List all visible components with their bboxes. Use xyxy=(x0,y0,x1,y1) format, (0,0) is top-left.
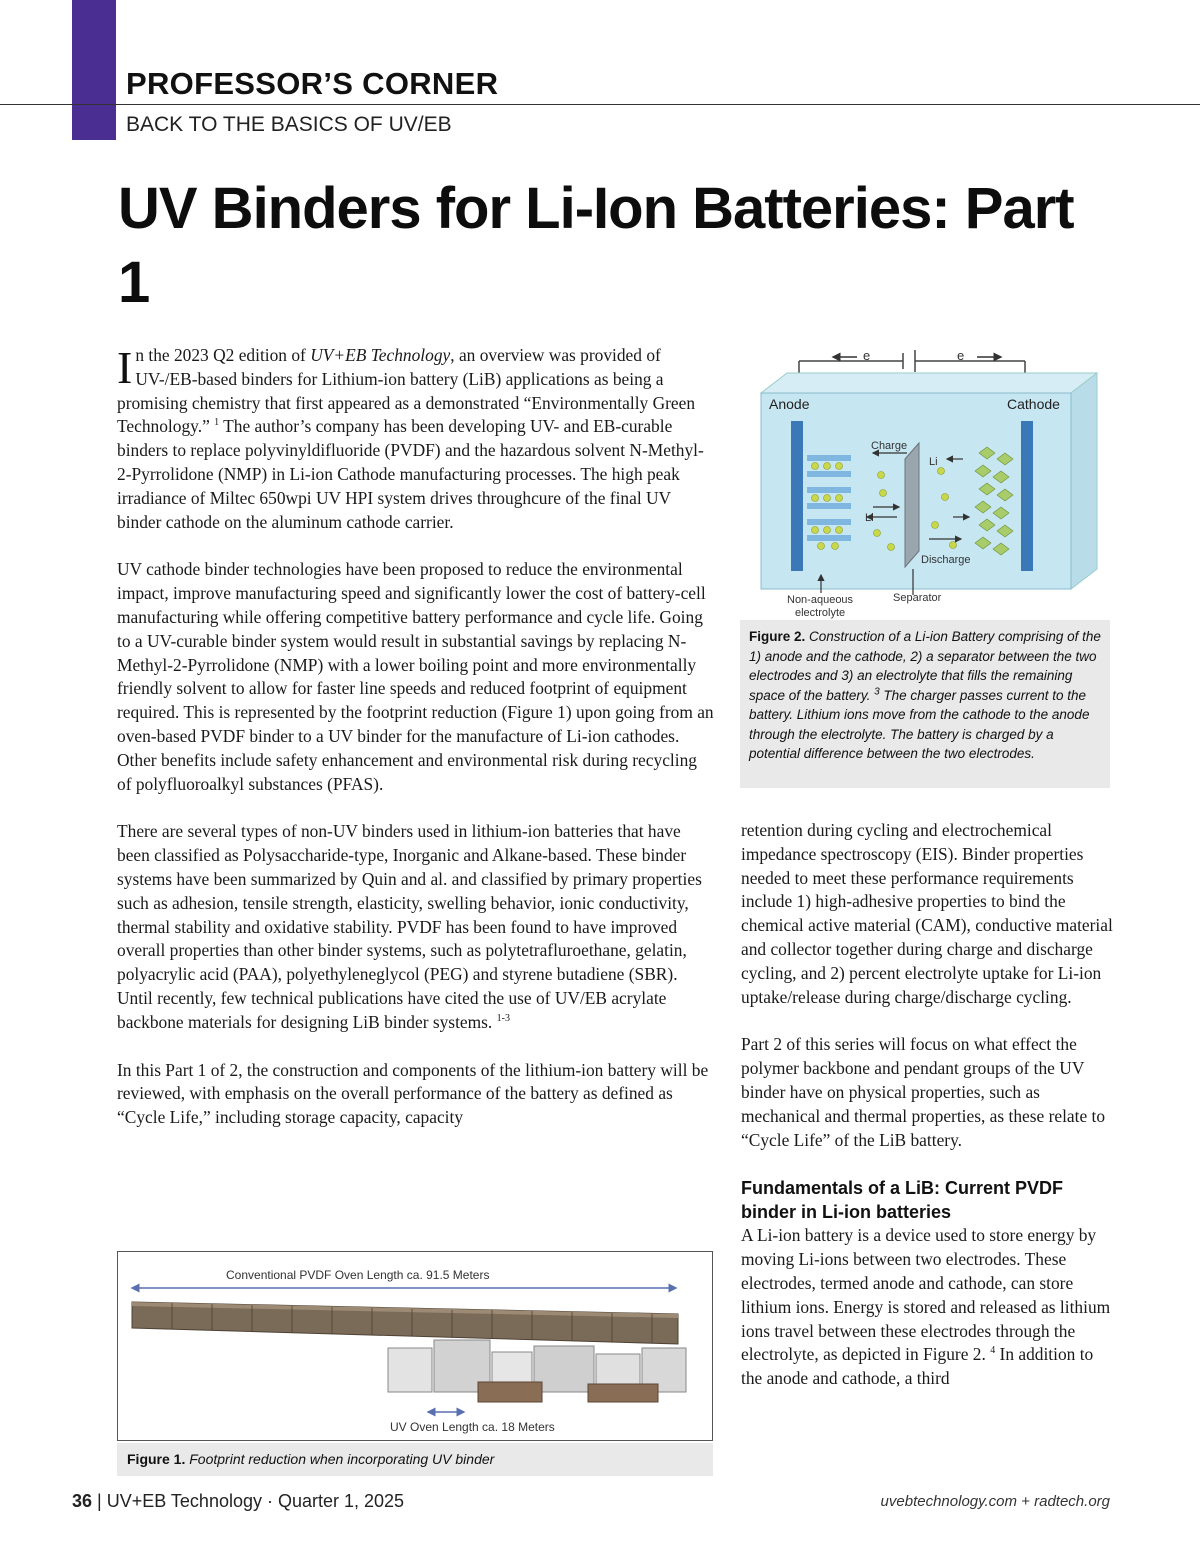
lithium-ion-label-upper: Li xyxy=(929,456,938,468)
publication-issue: UV+EB Technology · Quarter 1, 2025 xyxy=(106,1491,405,1511)
cathode-electrode xyxy=(1021,421,1033,571)
reference-marker: 1 xyxy=(214,417,220,429)
paragraph: UV cathode binder technologies have been proposed to reduce the environmental impact, improve manufacturing speed and significantly lower the cost of battery-cell manufacturing while offering competitive battery performance and cycle life. Going to a UV-curable binder system would result in substantial savings by replacing N-Methyl-2-Pyrrolidone (NMP) with a lower boiling point and more environmentally friendly solvent to allow for faster line speeds and reduced footprint of equipment required. This is represented by the footprint reduction (Figure 1) upon going from an oven-based PVDF binder to a UV binder for the manufacture of Li-ion cathodes. Other benefits include safety enhancement and environmental risk during recycling of polyfluoroalkyl substances (PFAS). xyxy=(117,559,714,794)
publication-name: UV+EB Technology xyxy=(310,345,451,365)
figure-1-caption-label: Figure 1. xyxy=(127,1451,186,1467)
drop-cap: I xyxy=(117,342,133,393)
page-number: 36 xyxy=(72,1491,93,1511)
article-column-right xyxy=(741,819,1113,1415)
article-column-left xyxy=(117,344,715,1154)
figure-2-caption-label: Figure 2. xyxy=(749,629,806,644)
electron-label-right: e xyxy=(957,348,965,363)
paragraph: Part 2 of this series will focus on what effect the polymer backbone and pendant groups of the UV binder have on physical properties, such as mechanical and thermal properties, as these relate to “Cycle Life” of the LiB battery. xyxy=(741,1034,1106,1150)
paragraph: In this Part 1 of 2, the construction and components of the lithium-ion battery will be reviewed, with emphasis on the overall performance of the battery as defined as “Cycle Life,” including storage capacity, capacity xyxy=(117,1059,709,1128)
uv-equipment xyxy=(388,1340,686,1402)
paragraph: A Li-ion battery is a device used to store energy by moving Li-ions between two electrodes. These electrodes, termed anode and cathode, can store lithium ions. Energy is stored and released as lithium ions travel between these electrodes through the electrolyte, as depicted in Figure 2. $^4$ In addition to the anode and cathode, a third xyxy=(741,1225,1111,1389)
pvdf-oven-length-label: Conventional PVDF Oven Length ca. 91.5 Meters xyxy=(226,1268,490,1282)
figure-2-caption: Figure 2. Construction of a Li-ion Battery comprising of the 1) anode and the cathode, 2) a separator between the two electrodes and 3) an electrolyte that fills the remaining space of the battery. $^3$ The charger passes current to the battery. Lithium ions move from the cathode to the anode through the electrolyte. The battery is charged by a potential difference between the two electrodes. xyxy=(740,620,1110,788)
charge-label-inner: Charge xyxy=(871,440,908,452)
reference-marker: 1-3 xyxy=(496,1012,510,1024)
reference-marker: 3 xyxy=(874,686,880,697)
electron-label-left: e xyxy=(863,348,871,363)
electrolyte-label-line2: electrolyte xyxy=(795,607,846,619)
reference-marker: 4 xyxy=(990,1345,996,1357)
electrolyte-label-line1: Non-aqueous xyxy=(787,594,854,606)
footer-websites: uvebtechnology.com + radtech.org xyxy=(880,1493,1110,1510)
lithium-ion-label-lower: Li xyxy=(865,512,874,524)
discharge-label-inner: Discharge xyxy=(921,554,971,566)
footer-publication xyxy=(72,1491,404,1512)
article-title: UV Binders for Li-Ion Batteries: Part 1 xyxy=(118,176,1074,315)
separator-label: Separator xyxy=(893,592,942,604)
header-rule xyxy=(0,104,1200,105)
footer-separator: | xyxy=(92,1491,107,1511)
separator xyxy=(905,443,919,567)
uv-oven-length-label: UV Oven Length ca. 18 Meters xyxy=(390,1420,555,1434)
figure-1-caption: Figure 1. Footprint reduction when incorporating UV binder xyxy=(117,1443,713,1476)
figure-1-illustration xyxy=(118,1252,712,1440)
section-title: PROFESSOR’S CORNER xyxy=(126,66,499,101)
figure-1-oven-comparison xyxy=(117,1251,713,1441)
paragraph-intro: In the 2023 Q2 edition of UV+EB Technology, an overview was provided of UV-/EB-based binders for Lithium-ion battery (LiB) applications as being a promising chemistry that first appeared as a demonstrated “Environmentally Green Technology.” $^1$ The author’s company has been developing UV- and EB-curable binders to replace polyvinyldifluoride (PVDF) and the hazardous solvent N-Methyl-2-Pyrrolidone (NMP) in Li-ion Cathode manufacturing processes. The high peak irradiance of Miltec 650wpi UV HPI system drives throughcure of the final UV binder cathode on the aluminum cathode carrier. xyxy=(117,342,704,532)
paragraph: There are several types of non-UV binders used in lithium-ion batteries that have been classified as Polysaccharide-type, Inorganic and Alkane-based. These binder systems have been summarized by Quin and al. and classified by primary properties such as adhesion, tensile strength, elasticity, swelling behavior, ionic conductivity, thermal stability and oxidative stability. PVDF has been found to have improved overall properties than other binder systems, such as polytetrafluroethane, gelatin, polyacrylic acid (PAA), polyethyleneglycol (PEG) and styrene butadiene (SBR). Until recently, few technical publications have cited the use of UV/EB acrylate backbone materials for designing LiB binder systems. $^{1-3}$ xyxy=(117,821,702,1032)
section-subtitle: BACK TO THE BASICS OF UV/EB xyxy=(126,113,452,136)
paragraph: retention during cycling and electrochemical impedance spectroscopy (EIS). Binder properties needed to meet these performance requirements include 1) high-adhesive properties to bind the chemical active material (CAM), conductive material and collector together during charge and discharge cycling, and 2) percent electrolyte uptake for Li-ion uptake/release during charge/discharge cycling. xyxy=(741,820,1113,1007)
header-accent-bar xyxy=(72,0,116,140)
anode-electrode xyxy=(791,421,803,571)
anode-label: Anode xyxy=(769,396,810,412)
figure-2-battery-diagram xyxy=(757,347,1099,619)
subheading: Fundamentals of a LiB: Current PVDF binder in Li-ion batteries xyxy=(741,1178,1064,1223)
cathode-label: Cathode xyxy=(1007,396,1060,412)
